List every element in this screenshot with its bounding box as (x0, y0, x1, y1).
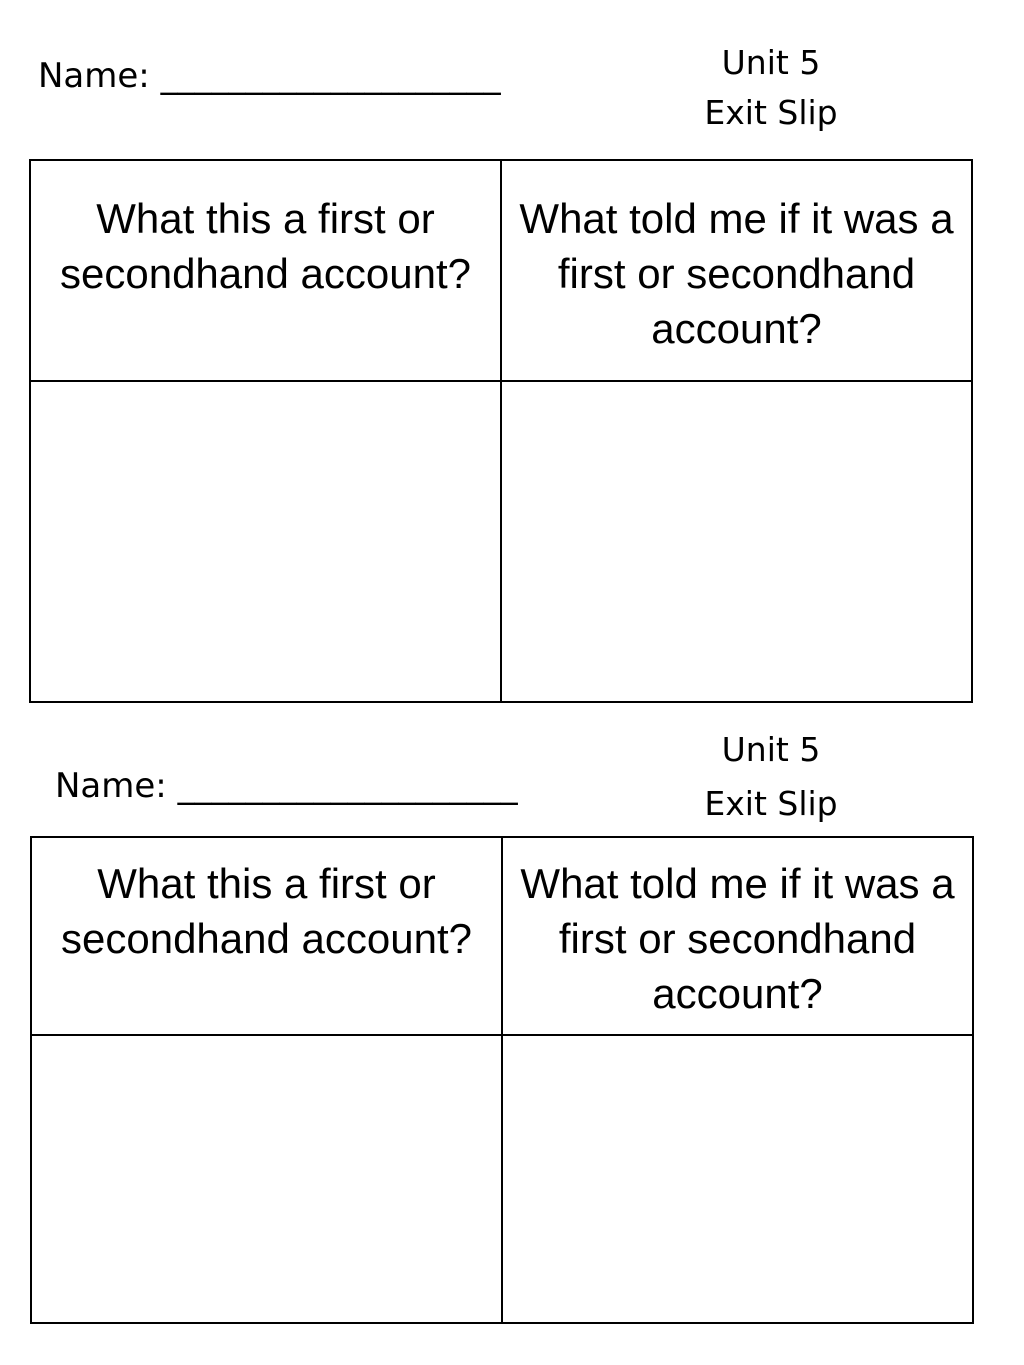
question-cell-first-or-secondhand (31, 837, 502, 1035)
exit-slip-table (29, 159, 973, 703)
unit-label: Unit 5 (721, 43, 821, 82)
question-text: What told me if it was a first or secondhand account? (519, 195, 954, 352)
question-cell-first-or-secondhand (30, 160, 501, 381)
exit-slip-label: Exit Slip (704, 784, 838, 823)
name-field[interactable]: Name: ____________________ (55, 766, 518, 806)
name-field[interactable]: Name: ____________________ (38, 56, 501, 96)
answer-box-right[interactable] (502, 1035, 973, 1323)
question-cell-what-told-me (501, 160, 972, 381)
answer-box-left[interactable] (30, 381, 501, 702)
unit-label: Unit 5 (721, 730, 821, 769)
question-cell-what-told-me (502, 837, 973, 1035)
answer-box-right[interactable] (501, 381, 972, 702)
question-text: What this a first or secondhand account? (60, 195, 471, 297)
slip-title (661, 38, 881, 138)
exit-slip-label: Exit Slip (704, 93, 838, 132)
question-text: What this a first or secondhand account? (61, 860, 472, 962)
answer-box-left[interactable] (31, 1035, 502, 1323)
slip-title (661, 723, 881, 831)
question-text: What told me if it was a first or secondhand account? (520, 860, 955, 1017)
exit-slip-table (30, 836, 974, 1324)
